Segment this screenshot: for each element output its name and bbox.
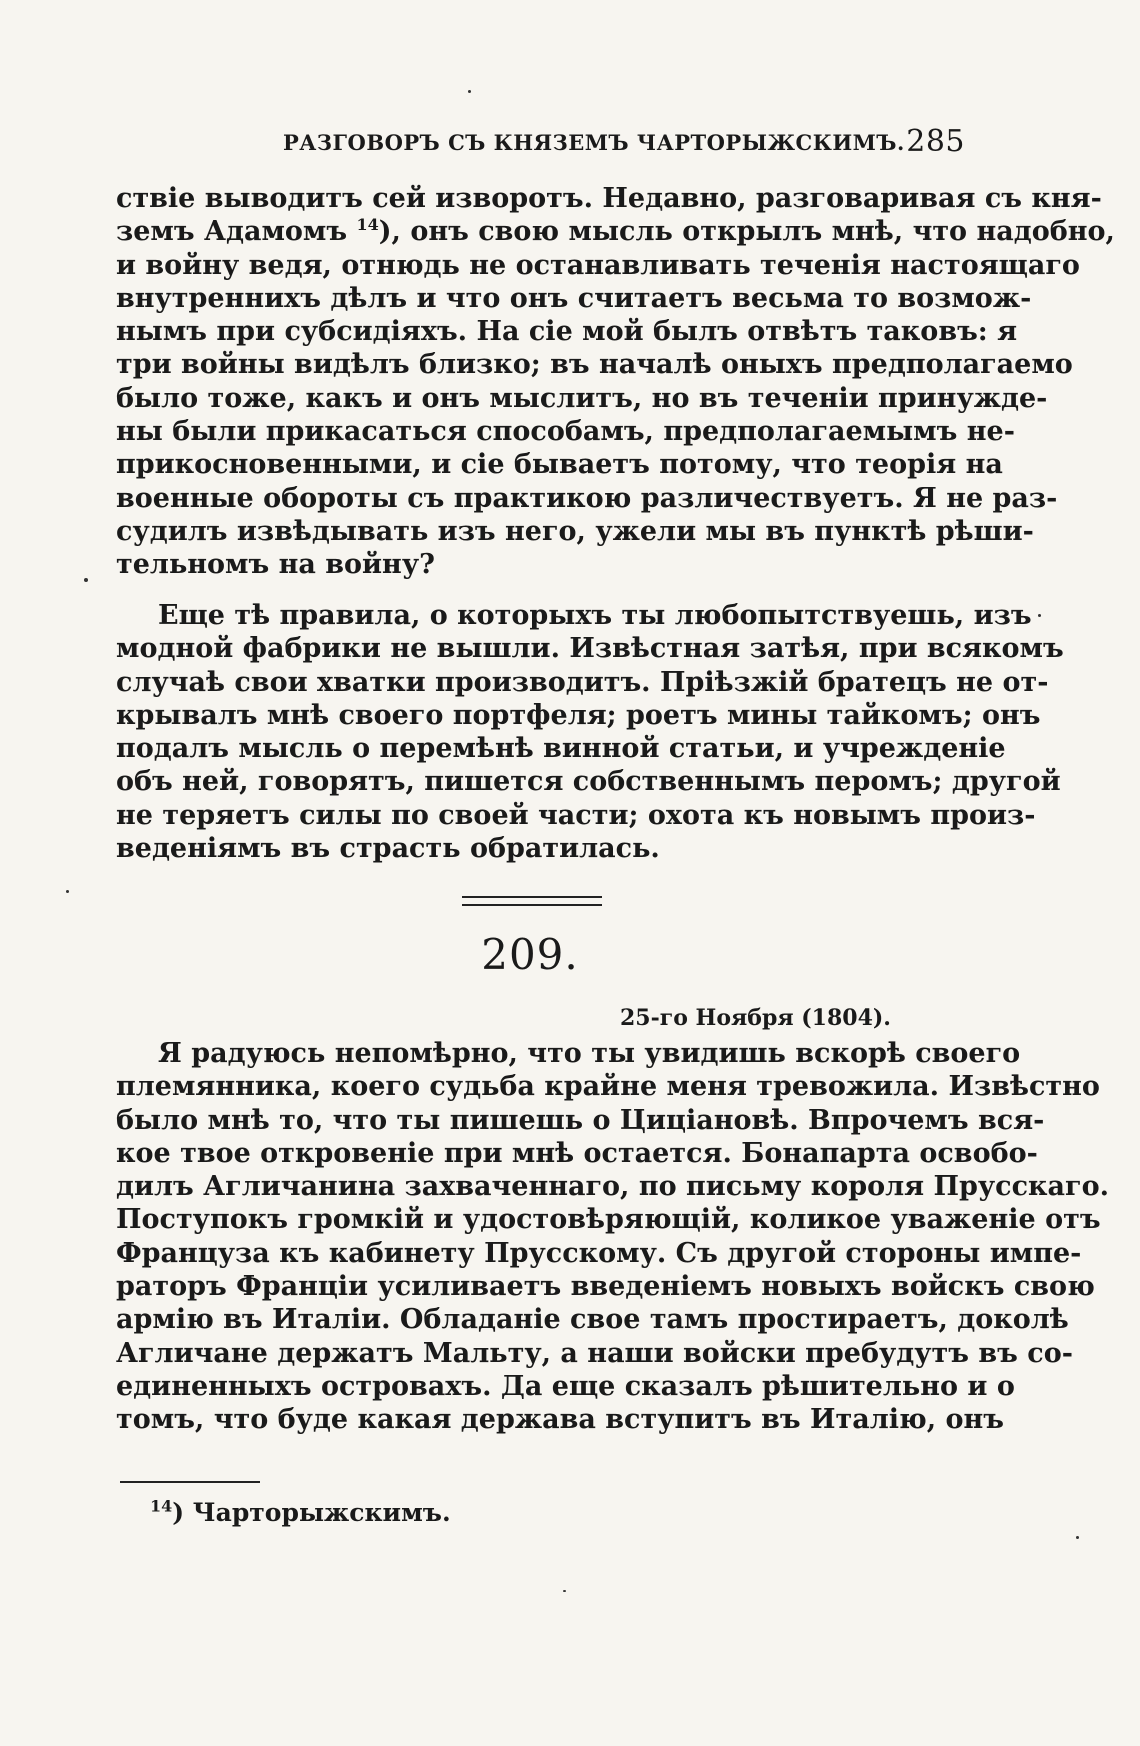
text-line: случаѣ свои хватки производитъ. Пріѣзжій братецъ не от- [116, 666, 1049, 698]
text-line: томъ, что буде какая держава вступитъ въ Италію, онъ [116, 1404, 1004, 1436]
text-line: Еще тѣ правила, о которыхъ ты любопытствуешь, изъ [158, 600, 1032, 631]
text-line: Я радуюсь непомѣрно, что ты увидишь вскорѣ своего [158, 1038, 1021, 1069]
text-line: единенныхъ островахъ. Да еще сказалъ рѣшительно и о [116, 1370, 1015, 1402]
letter-body [116, 1037, 1109, 1437]
continuation-paragraph [116, 182, 1115, 582]
text-line: было мнѣ то, что ты пишешь о Циціановѣ. Впрочемъ вся- [116, 1104, 1045, 1136]
text-line: Поступокъ громкій и удостовѣряющій, коликое уваженіе отъ [116, 1204, 1101, 1236]
text-line: Француза къ кабинету Прусскому. Съ другой стороны импе- [116, 1237, 1082, 1269]
text-line: подалъ мысль о перемѣнѣ винной статьи, и учрежденіе [116, 733, 1006, 765]
text-line: внутреннихъ дѣлъ и что онъ считаетъ весьма то возмож- [116, 282, 1032, 314]
text-line: военные обороты съ практикою различествуетъ. Я не раз- [116, 482, 1058, 514]
page-number: 285 [906, 124, 965, 159]
letter-date: 25-го Ноября (1804). [620, 1005, 891, 1031]
section-separator [462, 896, 602, 906]
text-line: раторъ Франціи усиливаетъ введеніемъ новыхъ войскъ свою [116, 1271, 1095, 1303]
footnote-text: ) Чарторыжскимъ. [172, 1498, 451, 1527]
footnote-rule [120, 1481, 260, 1483]
text-line: было тоже, какъ и онъ мыслитъ, но въ теченіи принужде- [116, 382, 1048, 414]
text-line: армію въ Италіи. Обладаніе свое тамъ простираетъ, доколѣ [116, 1304, 1069, 1336]
text-line: ны были прикасаться способамъ, предполагаемымъ не- [116, 416, 1015, 448]
text-line: не теряетъ силы по своей части; охота къ новымъ произ- [116, 799, 1036, 831]
text-line: ствіе выводитъ сей изворотъ. Недавно, разговаривая съ кня- [116, 183, 1102, 214]
footnote-marker: 14 [150, 1496, 173, 1516]
text-line: нымъ при субсидіяхъ. На сіе мой былъ отвѣтъ таковъ: я [116, 316, 1018, 348]
letter-number: 209. [481, 930, 579, 979]
text-line: племянника, коего судьба крайне меня тревожила. Извѣстно [116, 1071, 1100, 1103]
footnote [150, 1498, 451, 1527]
text-line: веденіямъ въ страсть обратилась. [116, 833, 660, 865]
text-line: Агличане держатъ Мальту, а наши войски пребудутъ въ со- [116, 1337, 1073, 1369]
text-line: тельномъ на войну? [116, 549, 435, 581]
footnote-reference: 14 [356, 215, 379, 235]
second-paragraph [116, 599, 1064, 865]
running-title: РАЗГОВОРЪ СЪ КНЯЗЕМЪ ЧАРТОРЫЖСКИМЪ. [283, 130, 905, 155]
text-line: модной фабрики не вышли. Извѣстная затѣя, при всякомъ [116, 633, 1064, 665]
text-line: три войны видѣлъ близко; въ началѣ оныхъ предполагаемо [116, 349, 1073, 381]
text-line: крывалъ мнѣ своего портфеля; роетъ мины тайкомъ; онъ [116, 699, 1041, 731]
text-line: кое твое откровеніе при мнѣ остается. Бонапарта освобо- [116, 1137, 1038, 1169]
text-line: прикосновенными, и сіе бываетъ потому, что теорія на [116, 449, 1003, 481]
text-line: и войну ведя, отнюдь не останавливать теченія настоящаго [116, 249, 1080, 281]
text-line: дилъ Агличанина захваченнаго, по письму короля Прусскаго. [116, 1171, 1109, 1203]
text-line: судилъ извѣдывать изъ него, ужели мы въ пунктѣ рѣши- [116, 515, 1034, 547]
running-header [283, 122, 965, 162]
text-line: объ ней, говорятъ, пишется собственнымъ перомъ; другой [116, 766, 1061, 798]
text-line-with-footnote: земъ Адамомъ $^{14}$), онъ свою мысль открылъ мнѣ, что надобно, [116, 215, 1115, 248]
